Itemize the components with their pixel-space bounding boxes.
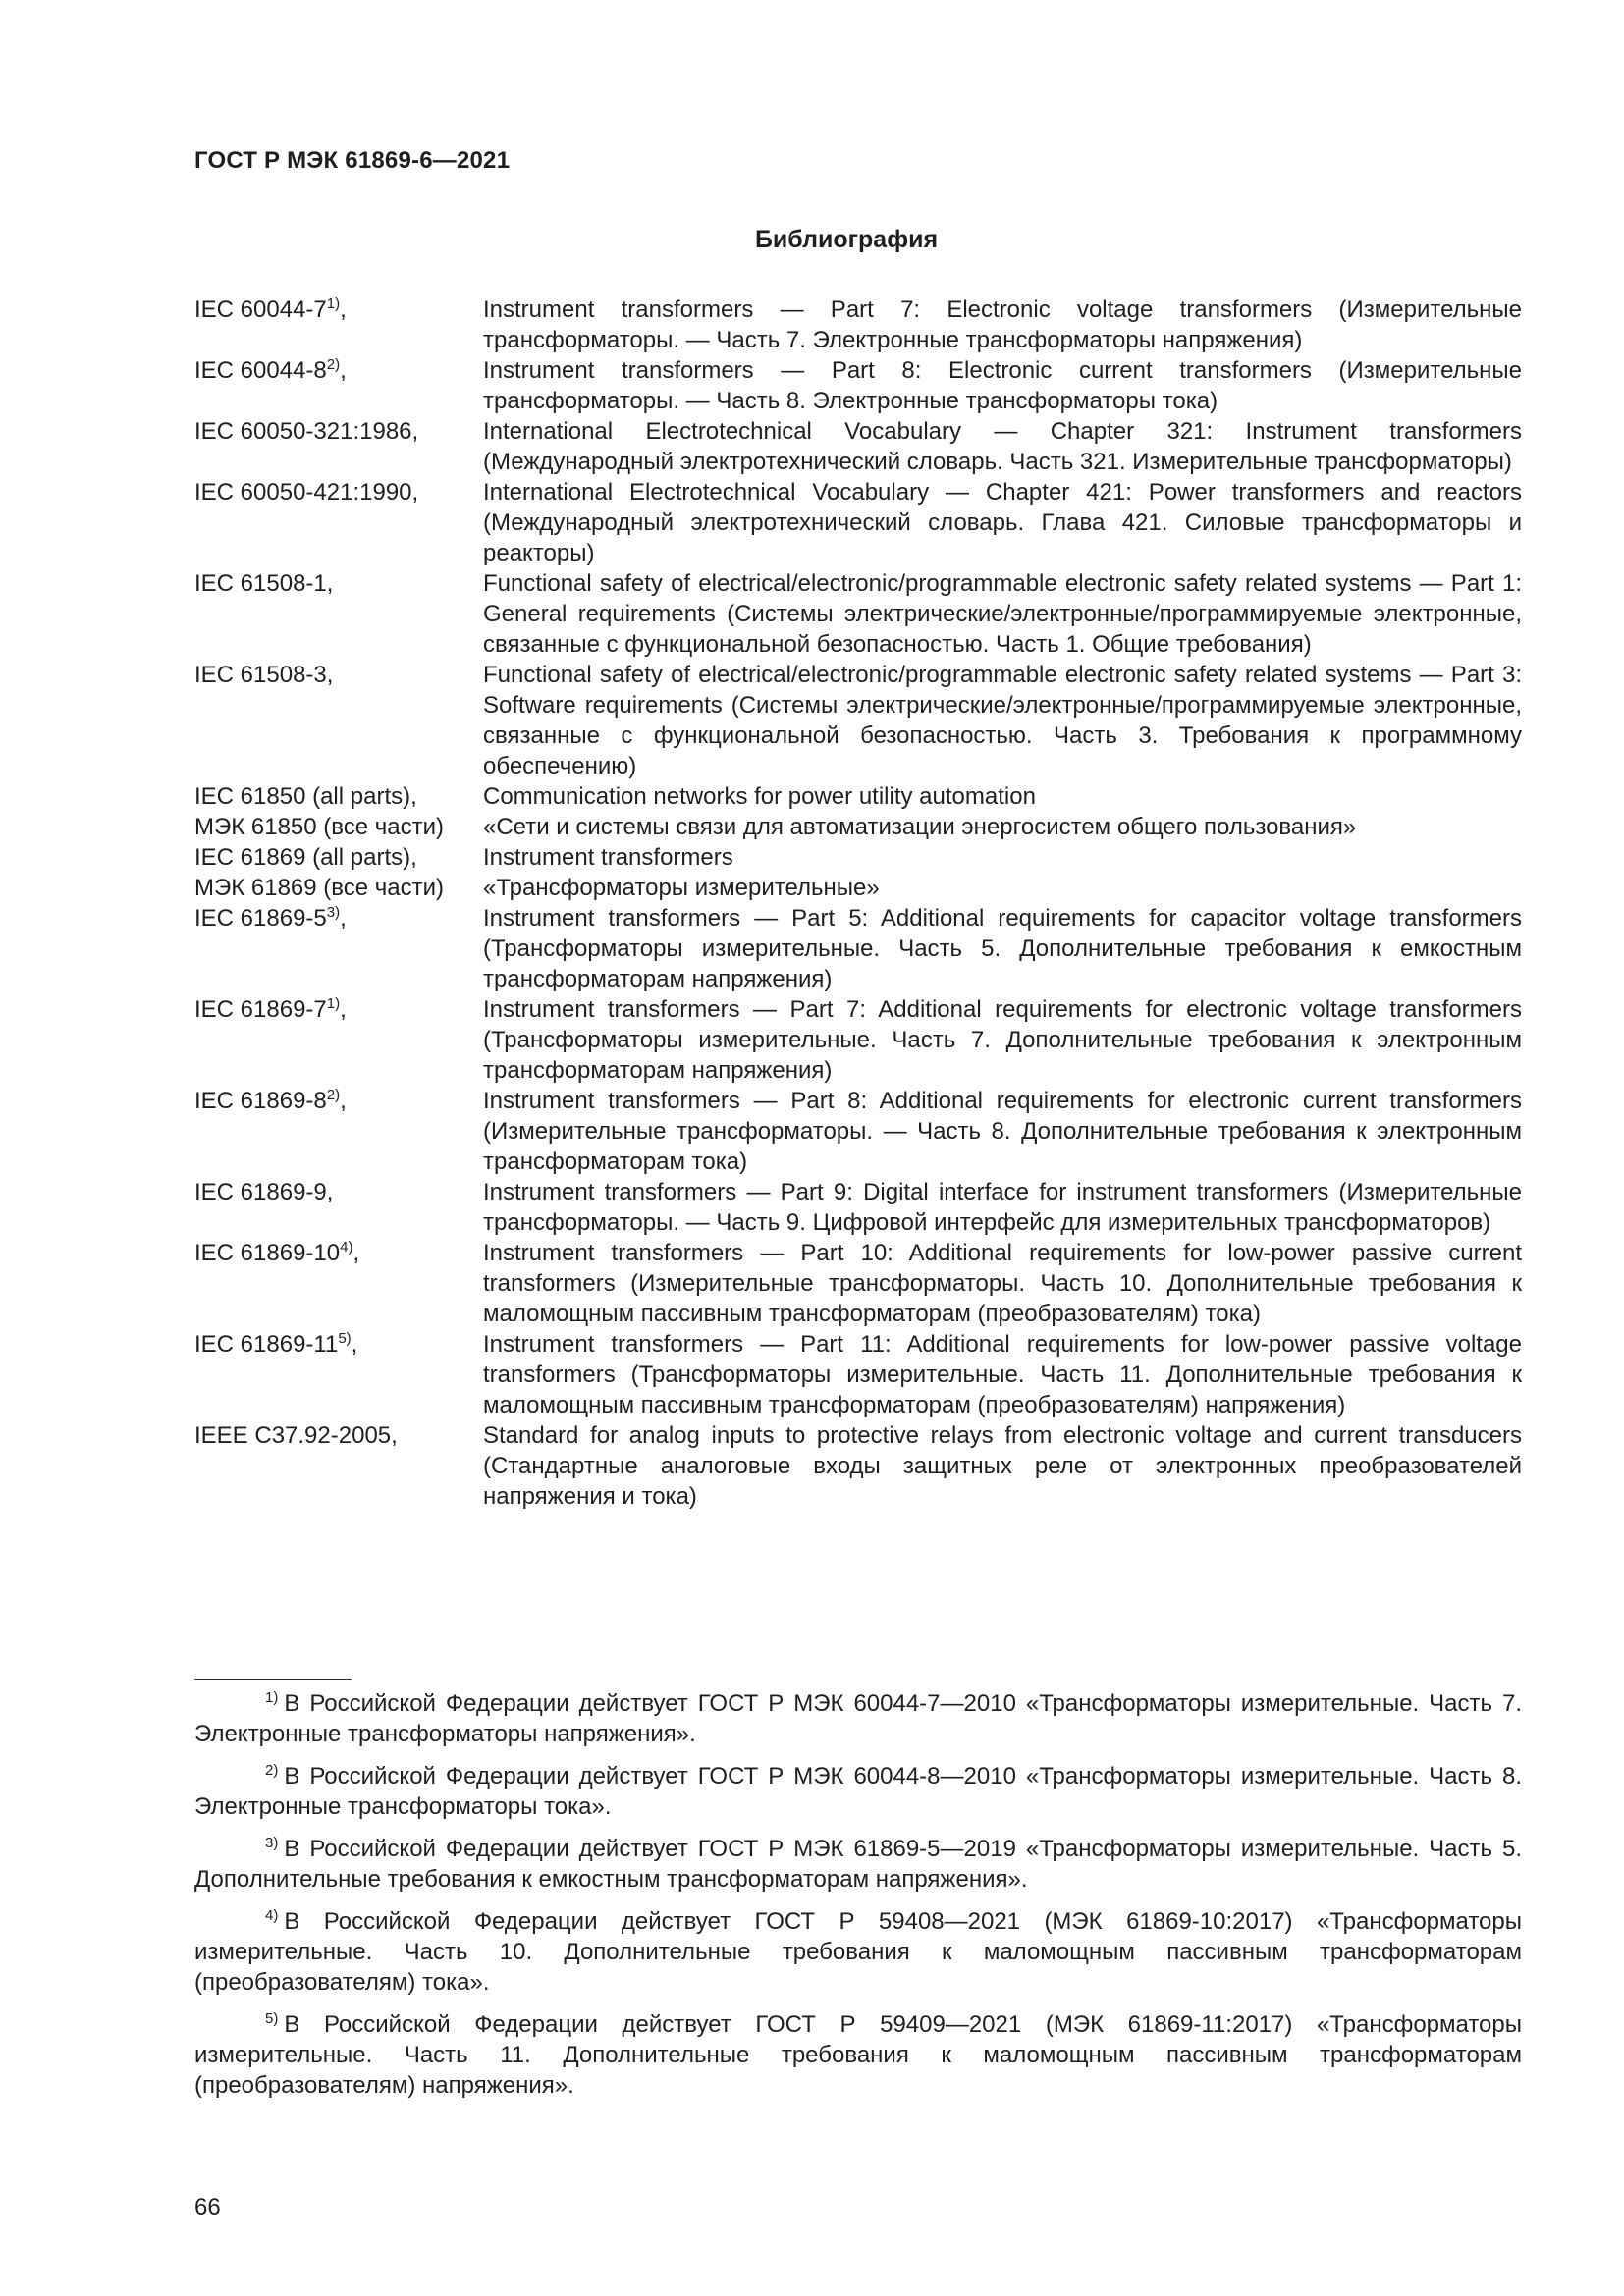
entry-description: Instrument transformers — Part 9: Digital interface for instrument transformers (Измерительные трансформаторы. — Часть 9. Цифровой интерфейс для измерительных трансформаторов) — [483, 1179, 1522, 1236]
footnote-text: В Российской Федерации действует ГОСТ Р 59409—2021 (МЭК 61869-11:2017) «Трансформаторы измерительные. Часть 11. Дополнительные требования к маломощным пассивным трансформаторам (преобразователям) напряжения». — [194, 2011, 1522, 2099]
footnote — [194, 1688, 1522, 1749]
bibliography-entry — [194, 873, 1522, 903]
bibliography-entry — [194, 294, 1522, 355]
entry-description: International Electrotechnical Vocabulary — Chapter 321: Instrument transformers (Международный электротехнический словарь. Часть 321. Измерительные трансформаторы) — [483, 418, 1522, 475]
document-header: ГОСТ Р МЭК 61869-6—2021 — [194, 147, 511, 174]
bibliography-entry — [194, 994, 1522, 1086]
footnote-mark: 3) — [326, 904, 341, 921]
bibliography-entry — [194, 1420, 1522, 1512]
entry-description: Instrument transformers — Part 7: Electronic voltage transformers (Измерительные трансформаторы. — Часть 7. Электронные трансформаторы напряжения) — [483, 296, 1522, 353]
entry-ref: МЭК 61869 (все части) — [194, 875, 445, 901]
bibliography-entry — [194, 568, 1522, 660]
bibliography-entry — [194, 1238, 1522, 1329]
footnote-mark: 3) — [265, 1835, 279, 1851]
footnote — [194, 1834, 1522, 1895]
bibliography-entry — [194, 660, 1522, 781]
entry-description: Instrument transformers — [483, 844, 733, 871]
entry-ref: IEC 61850 (all parts), — [194, 783, 417, 810]
entry-ref: IEC 61508-1, — [194, 570, 334, 597]
entry-description: Instrument transformers — Part 8: Additional requirements for electronic current transformers (Измерительные трансформаторы. — Часть 8. Дополнительные требования к электронным трансформаторам тока) — [483, 1088, 1522, 1175]
entry-ref: IEC 61869 (all parts), — [194, 844, 417, 871]
entry-ref: МЭК 61850 (все части) — [194, 814, 445, 840]
footnote-mark: 1) — [326, 295, 341, 312]
entry-description: Instrument transformers — Part 11: Additional requirements for low-power passive voltage transformers (Трансформаторы измерительные. Часть 11. Дополнительные требования к маломощным пассивным трансформаторам (преобразователям) напряжения) — [483, 1331, 1522, 1418]
footnote-mark: 2) — [326, 356, 341, 373]
footnote-mark: 1) — [265, 1689, 279, 1706]
entry-ref: IEC 61869-9, — [194, 1179, 334, 1205]
page-number: 66 — [194, 2194, 221, 2220]
footnote — [194, 2009, 1522, 2101]
entry-ref: IEC 60050-421:1990, — [194, 479, 419, 506]
bibliography-entry — [194, 1086, 1522, 1177]
entry-ref: IEC 60050-321:1986, — [194, 418, 419, 445]
footnote — [194, 1906, 1522, 1998]
entry-description: Standard for analog inputs to protective relays from electronic voltage and current transducers (Стандартные аналоговые входы защитных реле от электронных преобразователей напряжения и тока) — [483, 1422, 1522, 1510]
footnote-mark: 1) — [326, 995, 341, 1012]
section-title: Библиография — [754, 226, 939, 253]
footnote-text: В Российской Федерации действует ГОСТ Р МЭК 60044-7—2010 «Трансформаторы измерительные. Часть 7. Электронные трансформаторы напряжения». — [194, 1690, 1522, 1747]
footnote-mark: 5) — [338, 1330, 352, 1347]
entry-ref: IEEE C37.92-2005, — [194, 1422, 398, 1449]
footnotes — [194, 1688, 1522, 2112]
entry-description: Functional safety of electrical/electronic/programmable electronic safety related systems — Part 3: Software requirements (Системы электрические/электронные/программируемые электронные, связанные с функциональной безопасностью. Часть 3. Требования к программному обеспечению) — [483, 662, 1522, 779]
entry-description: Instrument transformers — Part 8: Electronic current transformers (Измерительные трансформаторы. — Часть 8. Электронные трансформаторы тока) — [483, 357, 1522, 414]
entry-description: Communication networks for power utility automation — [483, 783, 1036, 810]
entry-ref: IEC 61869-5$^{3)}$, — [194, 904, 347, 932]
bibliography-entry — [194, 781, 1522, 812]
bibliography-entry — [194, 812, 1522, 842]
entry-description: International Electrotechnical Vocabulary — Chapter 421: Power transformers and reactors (Международный электротехнический словарь. Глава 421. Силовые трансформаторы и реакторы) — [483, 479, 1522, 566]
entry-ref: IEC 61869-11$^{5)}$, — [194, 1330, 358, 1358]
entry-description: Functional safety of electrical/electronic/programmable electronic safety related systems — Part 1: General requirements (Системы электрические/электронные/программируемые электронные, связанные с функциональной безопасностью. Часть 1. Общие требования) — [483, 570, 1522, 658]
entry-ref: IEC 60044-7$^{1)}$, — [194, 295, 347, 323]
entry-description: Instrument transformers — Part 7: Additional requirements for electronic voltage transformers (Трансформаторы измерительные. Часть 7. Дополнительные требования к электронным трансформаторам напряжения) — [483, 996, 1522, 1084]
entry-ref: IEC 61869-7$^{1)}$, — [194, 995, 347, 1023]
entry-ref: IEC 60044-8$^{2)}$, — [194, 356, 347, 384]
entry-ref: IEC 61508-3, — [194, 662, 334, 688]
bibliography-entry — [194, 1177, 1522, 1238]
entry-description: «Сети и системы связи для автоматизации энергосистем общего пользования» — [483, 814, 1357, 840]
bibliography-entry — [194, 416, 1522, 477]
footnote-text: В Российской Федерации действует ГОСТ Р МЭК 60044-8—2010 «Трансформаторы измерительные. Часть 8. Электронные трансформаторы тока». — [194, 1763, 1522, 1820]
bibliography-entry — [194, 477, 1522, 568]
entry-description: Instrument transformers — Part 5: Additional requirements for capacitor voltage transformers (Трансформаторы измерительные. Часть 5. Дополнительные требования к емкостным трансформаторам напряжения) — [483, 905, 1522, 992]
footnote — [194, 1761, 1522, 1822]
bibliography-entry — [194, 355, 1522, 416]
bibliography-entry — [194, 903, 1522, 994]
entry-description: Instrument transformers — Part 10: Additional requirements for low-power passive current transformers (Измерительные трансформаторы. Часть 10. Дополнительные требования к маломощным пассивным трансформаторам (преобразователям) тока) — [483, 1240, 1522, 1327]
footnote-mark: 5) — [265, 2010, 279, 2027]
entry-description: «Трансформаторы измерительные» — [483, 875, 880, 901]
bibliography-entry — [194, 1329, 1522, 1420]
footnote-mark: 2) — [265, 1762, 279, 1779]
footnote-mark: 2) — [326, 1087, 341, 1103]
entry-ref: IEC 61869-10$^{4)}$, — [194, 1239, 360, 1266]
footnote-mark: 4) — [340, 1239, 353, 1255]
bibliography-list — [194, 294, 1522, 1512]
footnote-separator — [194, 1679, 352, 1680]
footnote-text: В Российской Федерации действует ГОСТ Р 59408—2021 (МЭК 61869-10:2017) «Трансформаторы измерительные. Часть 10. Дополнительные требования к маломощным пассивным трансформаторам (преобразователям) тока». — [194, 1908, 1522, 1996]
bibliography-entry — [194, 842, 1522, 873]
footnote-text: В Российской Федерации действует ГОСТ Р МЭК 61869-5—2019 «Трансформаторы измерительные. Часть 5. Дополнительные требования к емкостным трансформаторам напряжения». — [194, 1836, 1522, 1893]
entry-ref: IEC 61869-8$^{2)}$, — [194, 1087, 347, 1114]
footnote-mark: 4) — [265, 1907, 279, 1924]
